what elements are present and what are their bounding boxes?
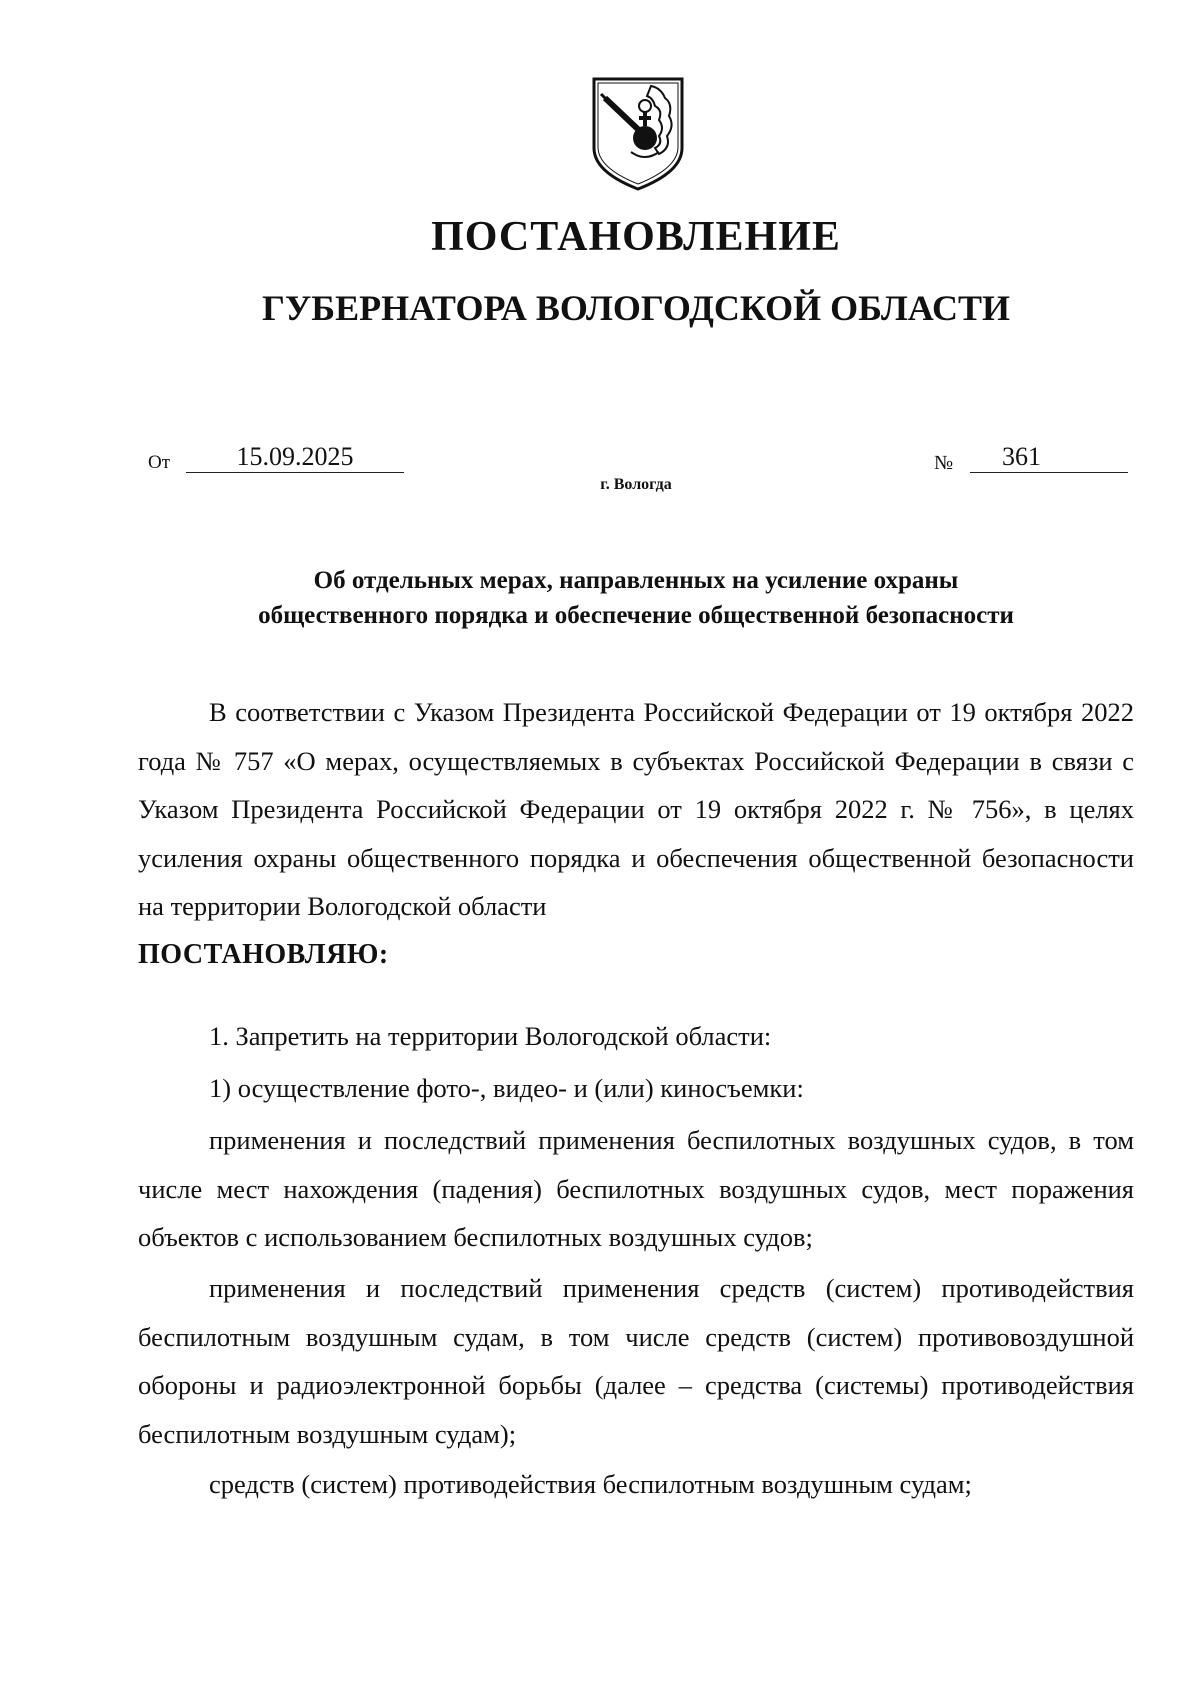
sub-item-c-block — [138, 1460, 1134, 1509]
sub-item-c: средств (систем) противодействия беспилотным воздушным судам; — [209, 1469, 972, 1499]
document-date: 15.09.2025 — [186, 442, 404, 473]
document-subject — [0, 563, 1200, 633]
item-1-1-block — [138, 1064, 1134, 1113]
city-label: г. Вологда — [600, 476, 672, 493]
subject-line-1: Об отдельных мерах, направленных на усиление охраны — [313, 567, 959, 594]
item-1-1: 1) осуществление фото-, видео- и (или) киносъемки: — [209, 1073, 804, 1103]
preamble-block — [138, 688, 1134, 980]
document-subtitle: ГУБЕРНАТОРА ВОЛОГОДСКОЙ ОБЛАСТИ — [261, 288, 1011, 328]
decree-word: ПОСТАНОВЛЯЮ: — [138, 938, 389, 970]
document-number: 361 — [970, 442, 1128, 473]
item-1-block — [138, 1012, 1134, 1061]
document-title: ПОСТАНОВЛЕНИЕ — [431, 214, 841, 260]
preamble-paragraph: В соответствии с Указом Президента Российской Федерации от 19 октября 2022 года № 757 «О мерах, осуществляемых в субъектах Российской Федерации в связи с Указом Президента Российской Федерации от 19 октября 2022 г. № 756», в целях усиления охраны общественного порядка и обеспечения общественной безопасности на территории Вологодской области — [138, 697, 1134, 922]
sub-item-b-block — [138, 1264, 1134, 1458]
sub-item-a: применения и последствий применения беспилотных воздушных судов, в том числе мест нахождения (падения) беспилотных воздушных судов, мест поражения объектов с использованием беспилотных воздушных судов; — [138, 1125, 1134, 1253]
item-1: 1. Запретить на территории Вологодской области: — [209, 1021, 772, 1051]
number-prefix: № — [934, 452, 954, 474]
sub-item-a-block — [138, 1116, 1134, 1262]
sub-item-b: применения и последствий применения средств (систем) противодействия беспилотным воздушным судам, в том числе средств (систем) противовоздушной обороны и радиоэлектронной борьбы (далее – средства (системы) противодействия беспилотным воздушным судам); — [138, 1273, 1134, 1449]
date-prefix: От — [148, 452, 171, 473]
subject-line-2: общественного порядка и обеспечение общественной безопасности — [258, 602, 1014, 629]
vologda-coat-of-arms-icon — [591, 76, 685, 192]
